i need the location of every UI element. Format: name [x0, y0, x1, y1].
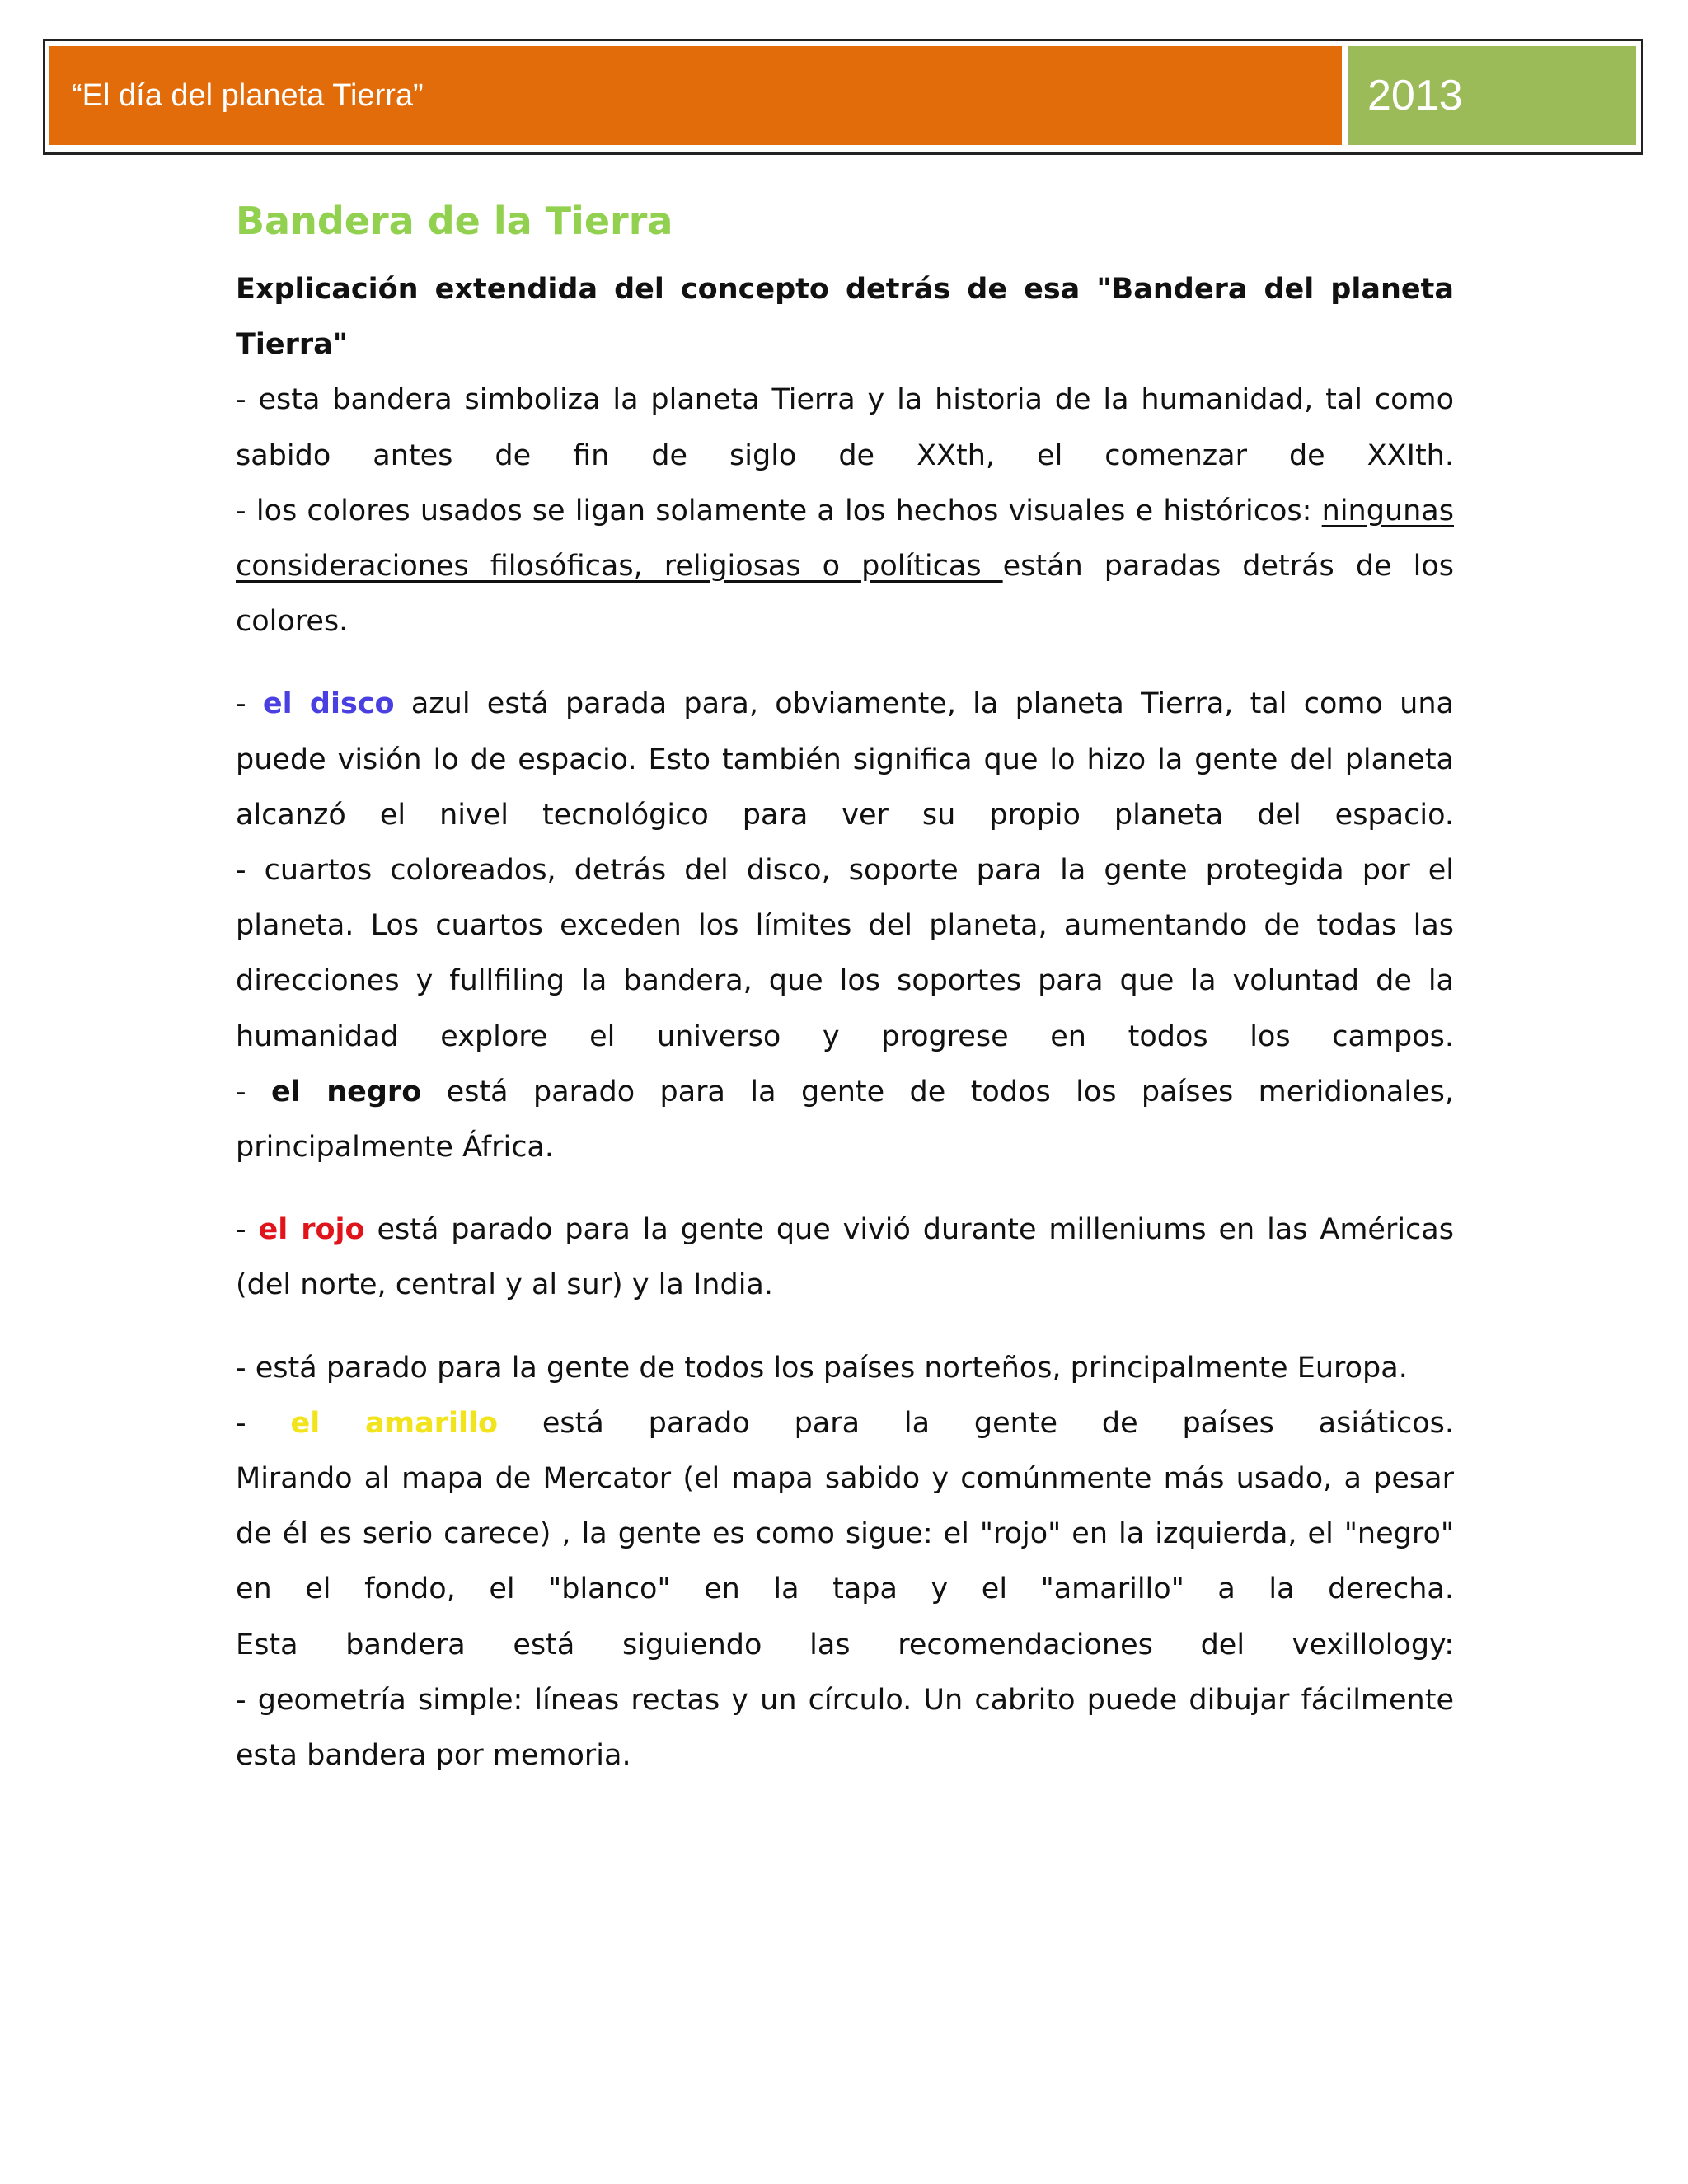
paragraph-rojo — [236, 1202, 1454, 1313]
header-title: “El día del planeta Tierra” — [72, 77, 424, 113]
text-run: - los colores usados se ligan solamente a los hechos visuales e históricos: — [236, 494, 1322, 527]
text-run: - — [236, 1406, 291, 1440]
keyword-rojo: el rojo — [258, 1213, 365, 1247]
header-year: 2013 — [1367, 72, 1463, 120]
text-run: está parado para la gente que vivió durante milleniums en las Américas (del norte, central y al sur) y la India. — [236, 1213, 1454, 1302]
paragraph-amarillo — [236, 1396, 1454, 1451]
paragraph-intro-line1: - esta bandera simboliza la planeta Tierra y la historia de la humanidad, tal como sabido antes de fin de siglo de XXth, el comenzar de XXIth. — [236, 383, 1454, 472]
paragraph-blanco: - está parado para la gente de todos los países norteños, principalmente Europa. — [236, 1351, 1408, 1385]
paragraph-disco — [236, 677, 1454, 843]
page-title: Bandera de la Tierra — [236, 199, 673, 243]
subtitle: Explicación extendida del concepto detrás de esa "Bandera del planeta Tierra" — [236, 273, 1454, 362]
paragraph-mercator: Mirando al mapa de Mercator (el mapa sabido y comúnmente más usado, a pesar de él es serio carece) , la gente es como sigue: el "rojo" en la izquierda, el "negro" en el fondo, el "blanco" en la tapa y el "amarillo" a la derecha. — [236, 1462, 1454, 1606]
header-year-box — [1348, 46, 1636, 145]
paragraph-geometria: - geometría simple: líneas rectas y un círculo. Un cabrito puede dibujar fácilmente esta bandera por memoria. — [236, 1683, 1454, 1773]
text-run: está parado para la gente de todos los países meridionales, principalmente África. — [236, 1075, 1454, 1165]
paragraph-vexillology: Esta bandera está siguiendo las recomendaciones del vexillology: — [236, 1628, 1454, 1661]
header-title-box — [49, 46, 1342, 145]
document-body — [236, 188, 1454, 1783]
keyword-amarillo: el amarillo — [290, 1406, 499, 1440]
paragraph-cuartos: - cuartos coloreados, detrás del disco, soporte para la gente protegida por el planeta. Los cuartos exceden los límites del planeta, aumentando de todas las direcciones y fullfiling la bandera, que los soportes para que la voluntad de la humanidad explore el universo y progrese en todos los campos. — [236, 854, 1454, 1053]
paragraph-negro — [236, 1065, 1454, 1175]
keyword-disco: el disco — [262, 687, 395, 721]
underlined-text: ningunas consideraciones filosóficas, religiosas o políticas — [236, 494, 1454, 583]
text-run: están paradas detrás de los colores. — [236, 550, 1454, 639]
text-run: azul está parada para, obviamente, la planeta Tierra, tal como una puede visión lo de espacio. Esto también significa que lo hizo la gente del planeta alcanzó el nivel tecnológico para ver su propio planeta del espacio. — [236, 687, 1454, 832]
text-run: está parado para la gente de países asiáticos. — [498, 1406, 1454, 1440]
text-run: - — [236, 1075, 272, 1108]
paragraph-intro-line2 — [236, 484, 1454, 650]
text-run: - — [236, 687, 263, 721]
text-run: - — [236, 1213, 259, 1247]
keyword-negro: el negro — [271, 1075, 422, 1108]
